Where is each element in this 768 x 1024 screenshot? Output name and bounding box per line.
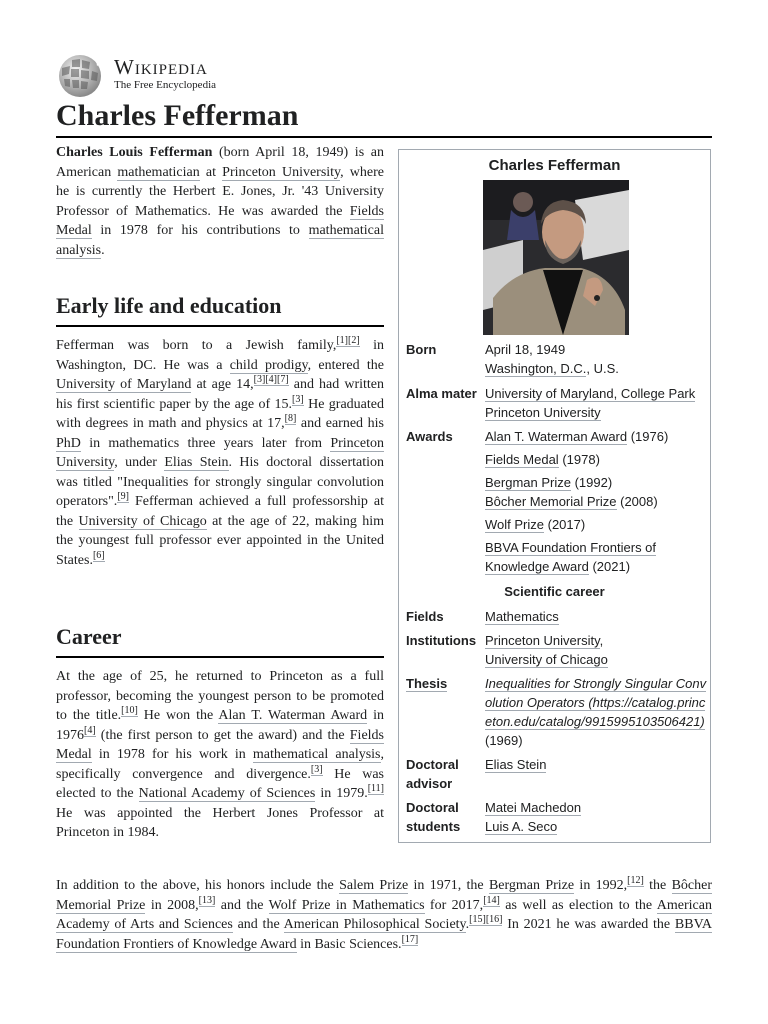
link-fields-medal[interactable]: Fields Medal <box>56 727 384 762</box>
link-phd[interactable]: PhD <box>56 435 81 451</box>
honors-text: in 1971, the <box>408 878 489 893</box>
wikipedia-globe-logo[interactable] <box>56 54 104 98</box>
link-princeton[interactable]: Princeton University <box>485 405 601 420</box>
career-text: He was elected to the <box>56 766 384 801</box>
link-salem-prize[interactable]: Salem Prize <box>339 878 409 893</box>
link-princeton[interactable]: Princeton University <box>485 633 600 648</box>
link-matei-machedon[interactable]: Matei Machedon <box>485 800 582 815</box>
link-american-academy[interactable]: American Academy of Arts and Sciences <box>56 897 712 932</box>
link-princeton-university[interactable]: Princeton University <box>222 164 341 180</box>
born-date: April 18, 1949 <box>485 342 566 357</box>
link-child-prodigy[interactable]: child prodigy <box>229 357 308 373</box>
link-award[interactable]: Bôcher Memorial Prize <box>485 494 617 509</box>
link-award[interactable]: Bergman Prize <box>485 475 571 490</box>
ref-4[interactable]: [4] <box>84 724 96 736</box>
link-award[interactable]: Alan T. Waterman Award <box>485 429 628 444</box>
lead-text: (born April 18, 1949) is an American <box>56 145 384 180</box>
section-heading-early-life: Early life and education <box>56 291 384 327</box>
link-uchicago[interactable]: University of Chicago <box>485 652 608 667</box>
link-award[interactable]: BBVA Foundation Frontiers of Knowledge Award <box>485 540 657 574</box>
institutions-label: Institutions <box>406 633 477 648</box>
infobox-title: Charles Fefferman <box>488 157 621 174</box>
alma-mater-label: Alma mater <box>406 386 477 401</box>
early-text: , under <box>114 455 165 470</box>
lead-paragraph <box>56 143 384 260</box>
early-text: in mathematics three years later from <box>80 435 331 451</box>
link-bergman-prize[interactable]: Bergman Prize <box>488 878 575 893</box>
advisor-label: Doctoral advisor <box>406 757 459 791</box>
scientific-career-heading: Scientific career <box>504 584 605 599</box>
inst-comma: , <box>599 633 604 648</box>
ref-8[interactable]: [8] <box>284 413 297 425</box>
students-label: Doctoral students <box>406 800 461 834</box>
link-elias-stein[interactable]: Elias Stein <box>485 757 547 772</box>
ref-4[interactable]: [4] <box>265 374 277 386</box>
link-mathematics[interactable]: Mathematics <box>485 609 559 624</box>
honors-text: In 2021 he was awarded the <box>502 917 675 932</box>
link-mathematical-analysis[interactable]: mathematical analysis <box>252 747 381 762</box>
early-text: and earned his <box>296 416 385 431</box>
honors-text: in 1992, <box>574 878 628 893</box>
ref-12[interactable]: [12] <box>627 875 644 887</box>
career-text: in 1978 for his work in <box>91 747 253 762</box>
portrait-photo[interactable] <box>483 180 629 335</box>
career-text: At the age of 25, he returned to Princeton as a full professor, becoming the youngest person to be promoted to the title. <box>56 669 384 723</box>
honors-text: in Basic Sciences. <box>296 936 402 952</box>
career-text: He won the <box>137 708 219 723</box>
thesis-year: (1969) <box>485 733 523 748</box>
honors-text: as well as election to the <box>499 897 657 913</box>
career-text: He was appointed the Herbert Jones Professor at Princeton in 1984. <box>56 805 384 840</box>
wordmark-tagline: The Free Encyclopedia <box>114 79 217 91</box>
early-text: He graduated with degrees in math and physics at 17, <box>56 396 384 431</box>
award-item <box>485 427 707 446</box>
link-bbva-award[interactable]: BBVA Foundation Frontiers of Knowledge Award <box>56 917 712 952</box>
honors-text: In addition to the above, his honors include the <box>56 878 340 893</box>
ref-3[interactable]: [3] <box>292 393 304 405</box>
link-american-philosophical-society[interactable]: American Philosophical Society <box>283 917 466 932</box>
early-text: in Washington, DC. He was a <box>56 338 384 373</box>
link-national-academy-of-sciences[interactable]: National Academy of Sciences <box>138 786 316 801</box>
honors-text: the <box>643 878 672 893</box>
early-text: . His doctoral dissertation was titled "Inequalities for strongly singular convolution operators". <box>56 455 384 509</box>
ref-1[interactable]: [1] <box>336 335 349 347</box>
career-text: (the first person to get the award) and the <box>95 727 350 743</box>
lead-text: in 1978 for his contributions to <box>91 223 309 238</box>
link-university-of-maryland[interactable]: University of Maryland <box>56 377 192 392</box>
ref-16[interactable]: [16] <box>485 914 503 926</box>
link-bocher-prize[interactable]: Bôcher Memorial Prize <box>56 878 712 913</box>
award-year: (1992) <box>570 475 613 490</box>
career-text: , specifically convergence and divergence. <box>56 747 384 782</box>
link-luis-seco[interactable]: Luis A. Seco <box>485 819 558 834</box>
early-text: at age 14, <box>191 377 254 392</box>
award-item <box>485 492 707 511</box>
link-waterman-award[interactable]: Alan T. Waterman Award <box>218 708 368 723</box>
lead-text: , where he is currently the Herbert E. Jones, Jr. '43 University Professor of Mathematics. He was awarded the <box>56 164 384 219</box>
honors-text: and the <box>232 917 284 932</box>
award-year: (1976) <box>627 429 669 444</box>
infobox <box>398 149 711 843</box>
lead-text: at <box>199 164 223 180</box>
portrait-image <box>483 180 629 335</box>
wordmark-title: Wikipedia <box>114 55 208 79</box>
award-year: (2021) <box>588 559 631 574</box>
link-award[interactable]: Wolf Prize <box>485 517 544 532</box>
honors-text: for 2017, <box>424 897 484 913</box>
honors-text: . <box>465 917 470 932</box>
ref-13[interactable]: [13] <box>198 894 216 906</box>
award-item <box>485 515 707 534</box>
honors-paragraph <box>56 876 712 954</box>
born-label: Born <box>406 342 437 357</box>
early-life-paragraph <box>56 336 384 570</box>
award-year: (1978) <box>558 452 600 467</box>
link-wolf-prize[interactable]: Wolf Prize in Mathematics <box>268 897 425 913</box>
born-place-rest: , U.S. <box>586 361 619 376</box>
ref-17[interactable]: [17] <box>401 933 419 945</box>
lead-text: . <box>101 242 105 258</box>
link-mathematician[interactable]: mathematician <box>117 164 200 180</box>
thesis-label[interactable]: Thesis <box>406 676 448 691</box>
early-text: and had written his first scientific paper by the age of 15. <box>56 377 384 412</box>
early-text: Fefferman achieved a full professorship at the <box>56 494 384 529</box>
award-item <box>485 450 707 469</box>
honors-text: in 2008, <box>145 897 199 913</box>
ref-11[interactable]: [11] <box>367 783 385 795</box>
early-text: , entered the <box>307 357 385 373</box>
career-text: in 1979. <box>315 786 368 801</box>
award-year: (2017) <box>544 517 586 532</box>
ref-3[interactable]: [3] <box>253 374 266 386</box>
award-year: (2008) <box>616 494 658 509</box>
awards-label: Awards <box>406 429 453 444</box>
wordmark[interactable] <box>114 56 254 92</box>
link-award[interactable]: Fields Medal <box>485 452 559 467</box>
link-princeton-university[interactable]: Princeton University <box>56 435 384 470</box>
link-washington-dc[interactable]: Washington, D.C. <box>485 361 587 376</box>
page-title: Charles Fefferman <box>56 96 712 138</box>
link-thesis[interactable]: Inequalities for Strongly Singular Convolution Operators (https://catalog.princeton.edu/catalog/9915995103506421) <box>485 676 707 729</box>
award-item <box>485 473 707 492</box>
link-fields-medal[interactable]: Fields Medal <box>56 203 384 238</box>
link-umd[interactable]: University of Maryland, College Park <box>485 386 696 401</box>
ref-2[interactable]: [2] <box>348 335 360 347</box>
early-text: at the age of 22, making him the youngest full professor ever appointed in the United States. <box>56 513 384 568</box>
early-text: Fefferman was born to a Jewish family, <box>56 338 337 353</box>
ref-10[interactable]: [10] <box>121 705 138 717</box>
award-item <box>485 538 707 576</box>
link-elias-stein[interactable]: Elias Stein <box>164 455 229 470</box>
ref-9[interactable]: [9] <box>117 491 129 503</box>
lead-name: Charles Louis Fefferman <box>56 145 213 160</box>
career-paragraph <box>56 667 384 843</box>
ref-6[interactable]: [6] <box>92 549 105 561</box>
honors-text: and the <box>215 897 269 913</box>
ref-15[interactable]: [15] <box>469 914 486 926</box>
section-heading-career: Career <box>56 622 384 658</box>
fields-label: Fields <box>406 609 444 624</box>
link-university-of-chicago[interactable]: University of Chicago <box>78 513 207 529</box>
link-mathematical-analysis[interactable]: mathematical analysis <box>56 223 384 258</box>
ref-14[interactable]: [14] <box>483 894 500 906</box>
ref-3[interactable]: [3] <box>310 763 323 775</box>
career-text: in 1976 <box>56 708 385 743</box>
ref-7[interactable]: [7] <box>276 374 289 386</box>
